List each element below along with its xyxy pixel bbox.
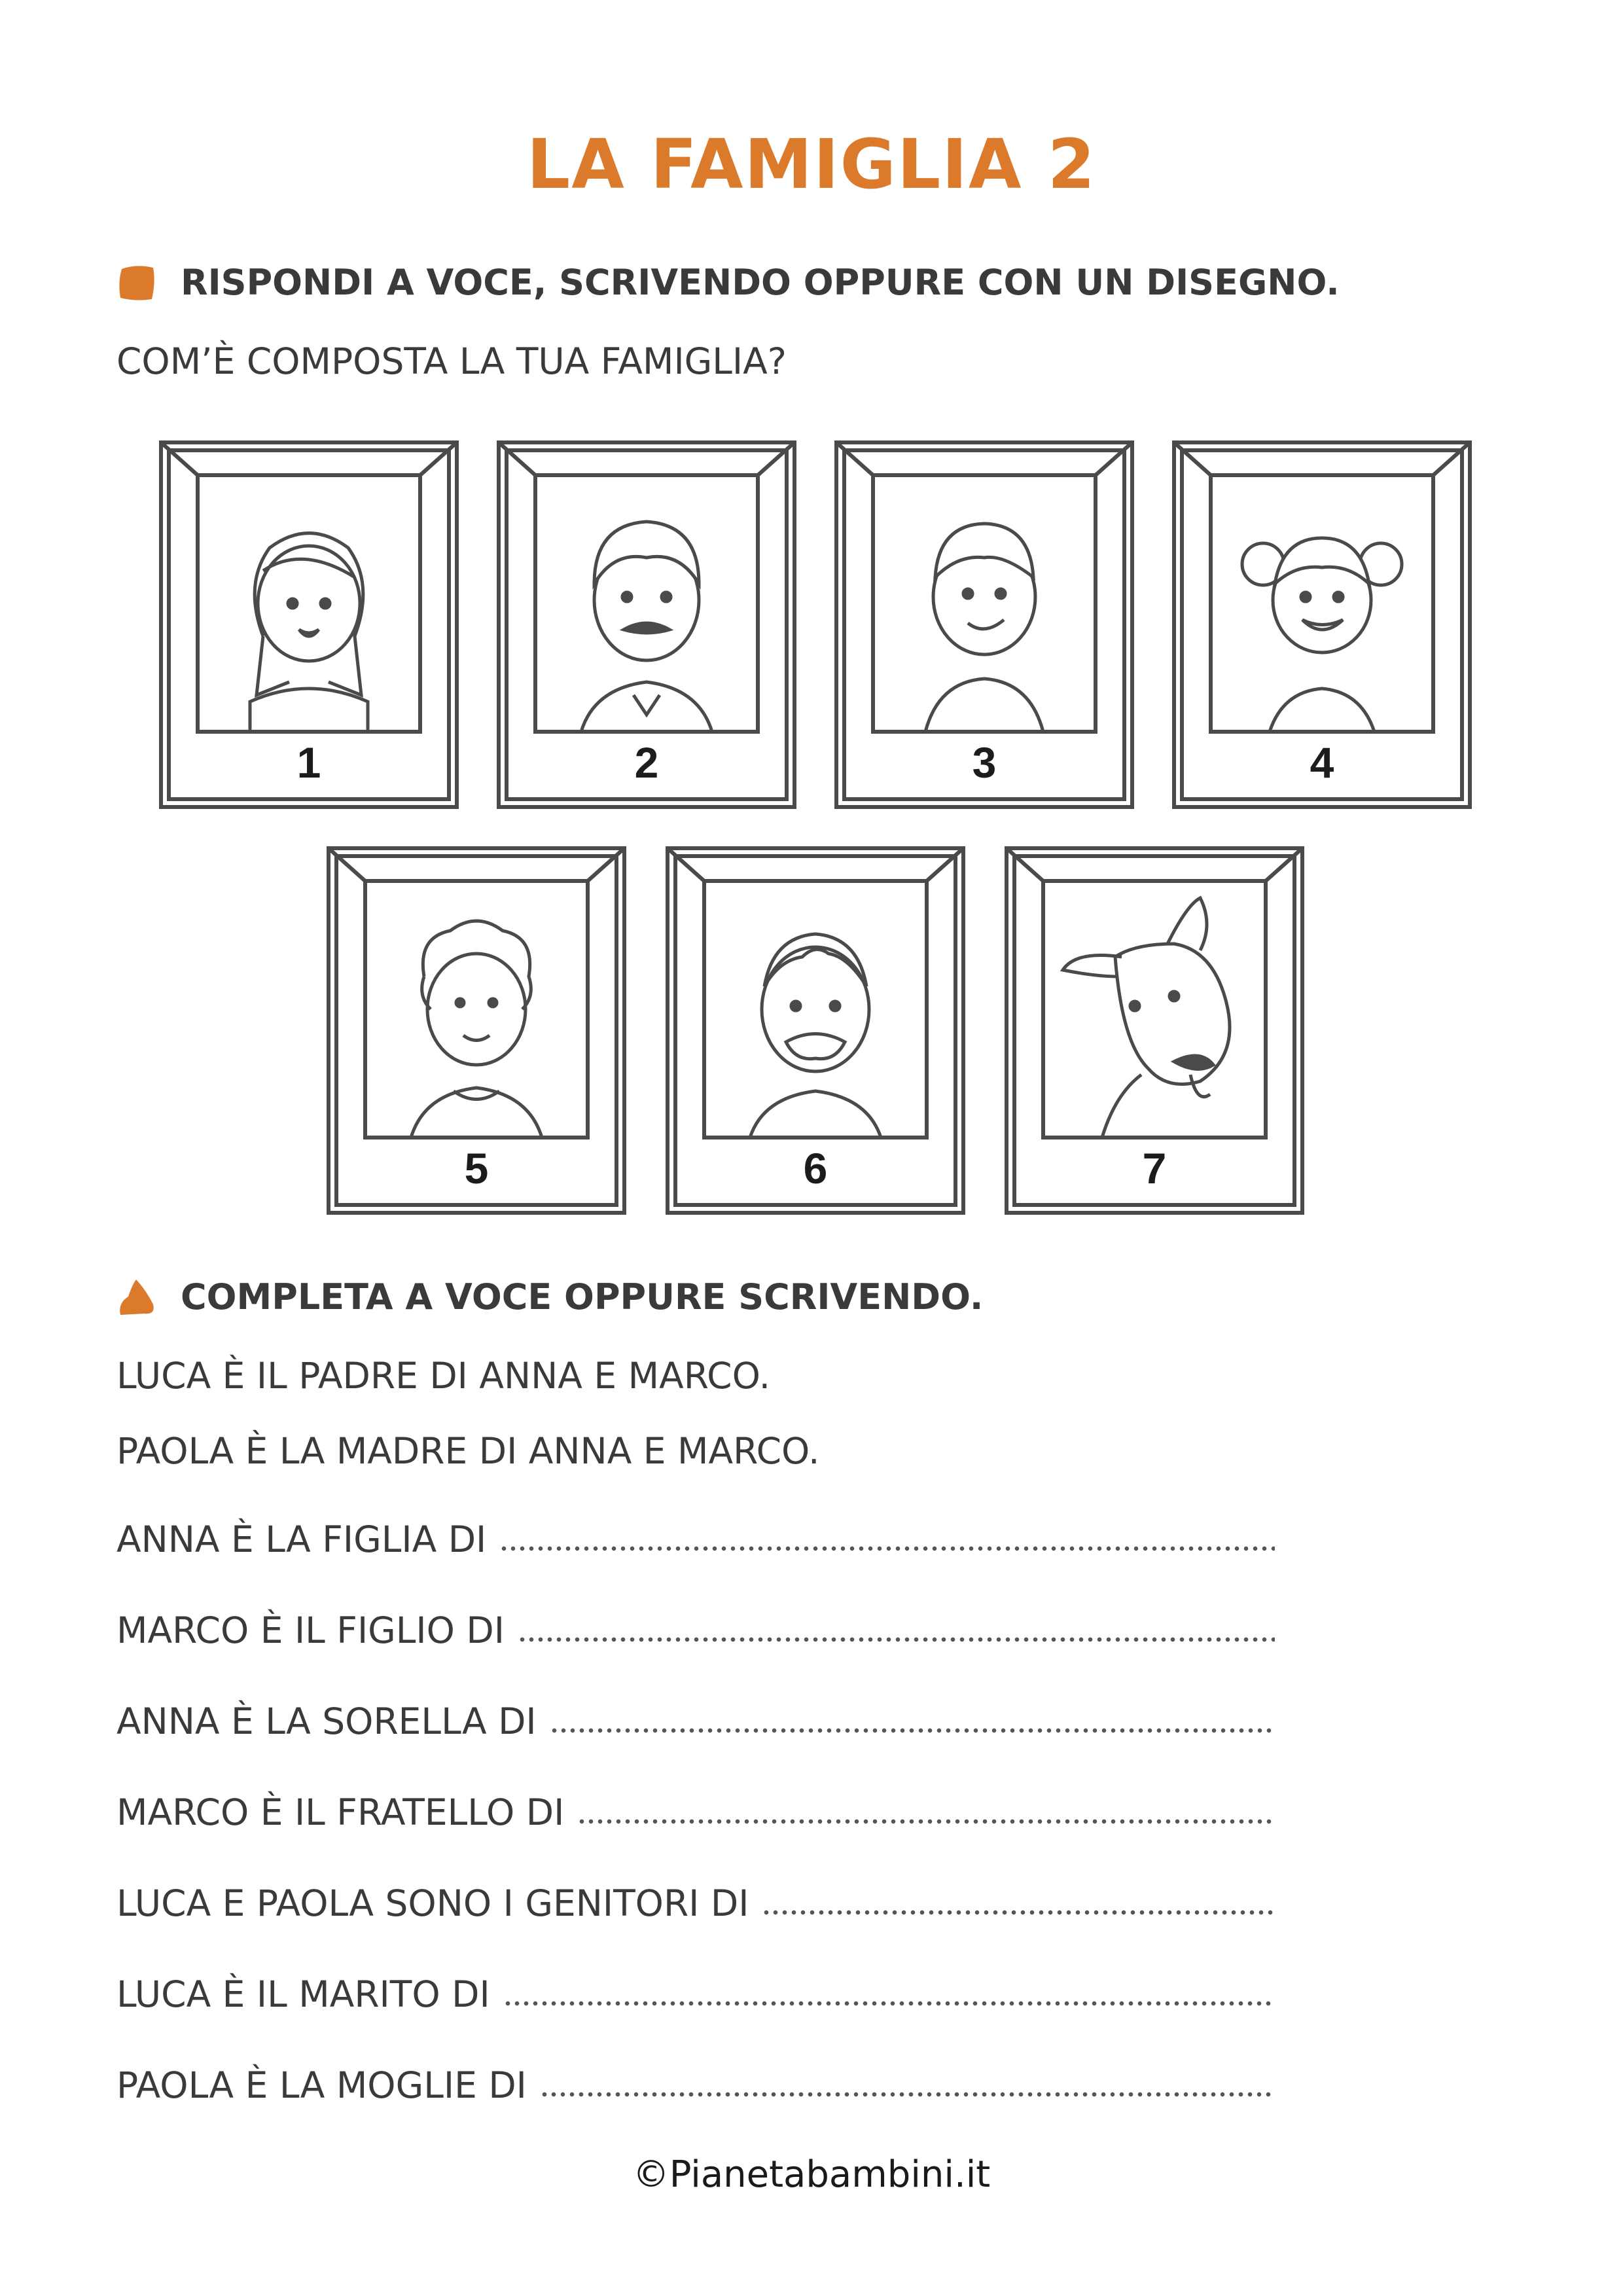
dotted-answer-line[interactable] [577, 1818, 1275, 1825]
dotted-answer-line[interactable] [762, 1909, 1275, 1916]
portrait-frame-1 [158, 440, 459, 810]
instruction-1-text: RISPONDI A VOCE, SCRIVENDO OPPURE CON UN DISEGNO. [181, 262, 1340, 303]
fill-line-label: ANNA È LA FIGLIA DI [116, 1518, 487, 1560]
frame-number: 1 [296, 738, 321, 787]
portrait-frame-7 [1004, 846, 1305, 1215]
dotted-answer-line[interactable] [503, 2000, 1275, 2007]
fill-line-label: LUCA E PAOLA SONO I GENITORI DI [116, 1882, 749, 1924]
statement-2: PAOLA È LA MADRE DI ANNA E MARCO. [116, 1430, 820, 1472]
fill-line-label: PAOLA È LA MOGLIE DI [116, 2064, 527, 2106]
portrait-frame-3 [834, 440, 1135, 810]
instruction-2 [116, 1276, 983, 1318]
orange-blob-icon [116, 1277, 157, 1318]
fill-line-label: MARCO È IL FRATELLO DI [116, 1791, 565, 1833]
orange-blob-icon [116, 262, 157, 303]
portrait-frame-5 [326, 846, 627, 1215]
portrait-frame-4 [1171, 440, 1472, 810]
page-title: LA FAMIGLIA 2 [526, 124, 1097, 204]
fill-line-2[interactable] [116, 1609, 1275, 1651]
fill-line-3[interactable] [116, 1700, 1275, 1742]
fill-line-7[interactable] [116, 2064, 1275, 2106]
portrait-frame-2 [496, 440, 797, 810]
fill-line-6[interactable] [116, 1973, 1275, 2015]
dotted-answer-line[interactable] [518, 1636, 1275, 1643]
statement-1: LUCA È IL PADRE DI ANNA E MARCO. [116, 1355, 771, 1397]
fill-line-4[interactable] [116, 1791, 1275, 1833]
fill-line-label: MARCO È IL FIGLIO DI [116, 1609, 505, 1651]
fill-line-label: LUCA È IL MARITO DI [116, 1973, 490, 2015]
fill-line-1[interactable] [116, 1518, 1275, 1560]
question-text: COM’È COMPOSTA LA TUA FAMIGLIA? [116, 340, 787, 382]
dotted-answer-line[interactable] [540, 2090, 1275, 2098]
frame-number: 2 [634, 738, 659, 787]
instruction-1 [116, 262, 1340, 303]
frame-number: 5 [464, 1144, 489, 1193]
frame-number: 4 [1310, 738, 1334, 787]
footer-copyright: ©Pianetabambini.it [632, 2153, 991, 2196]
frame-number: 7 [1142, 1144, 1167, 1193]
portrait-frame-6 [665, 846, 966, 1215]
frame-number: 3 [972, 738, 997, 787]
instruction-2-text: COMPLETA A VOCE OPPURE SCRIVENDO. [181, 1276, 984, 1318]
frame-number: 6 [803, 1144, 828, 1193]
dotted-answer-line[interactable] [550, 1727, 1275, 1734]
fill-line-5[interactable] [116, 1882, 1275, 1924]
dotted-answer-line[interactable] [499, 1545, 1275, 1552]
fill-line-label: ANNA È LA SORELLA DI [116, 1700, 537, 1742]
